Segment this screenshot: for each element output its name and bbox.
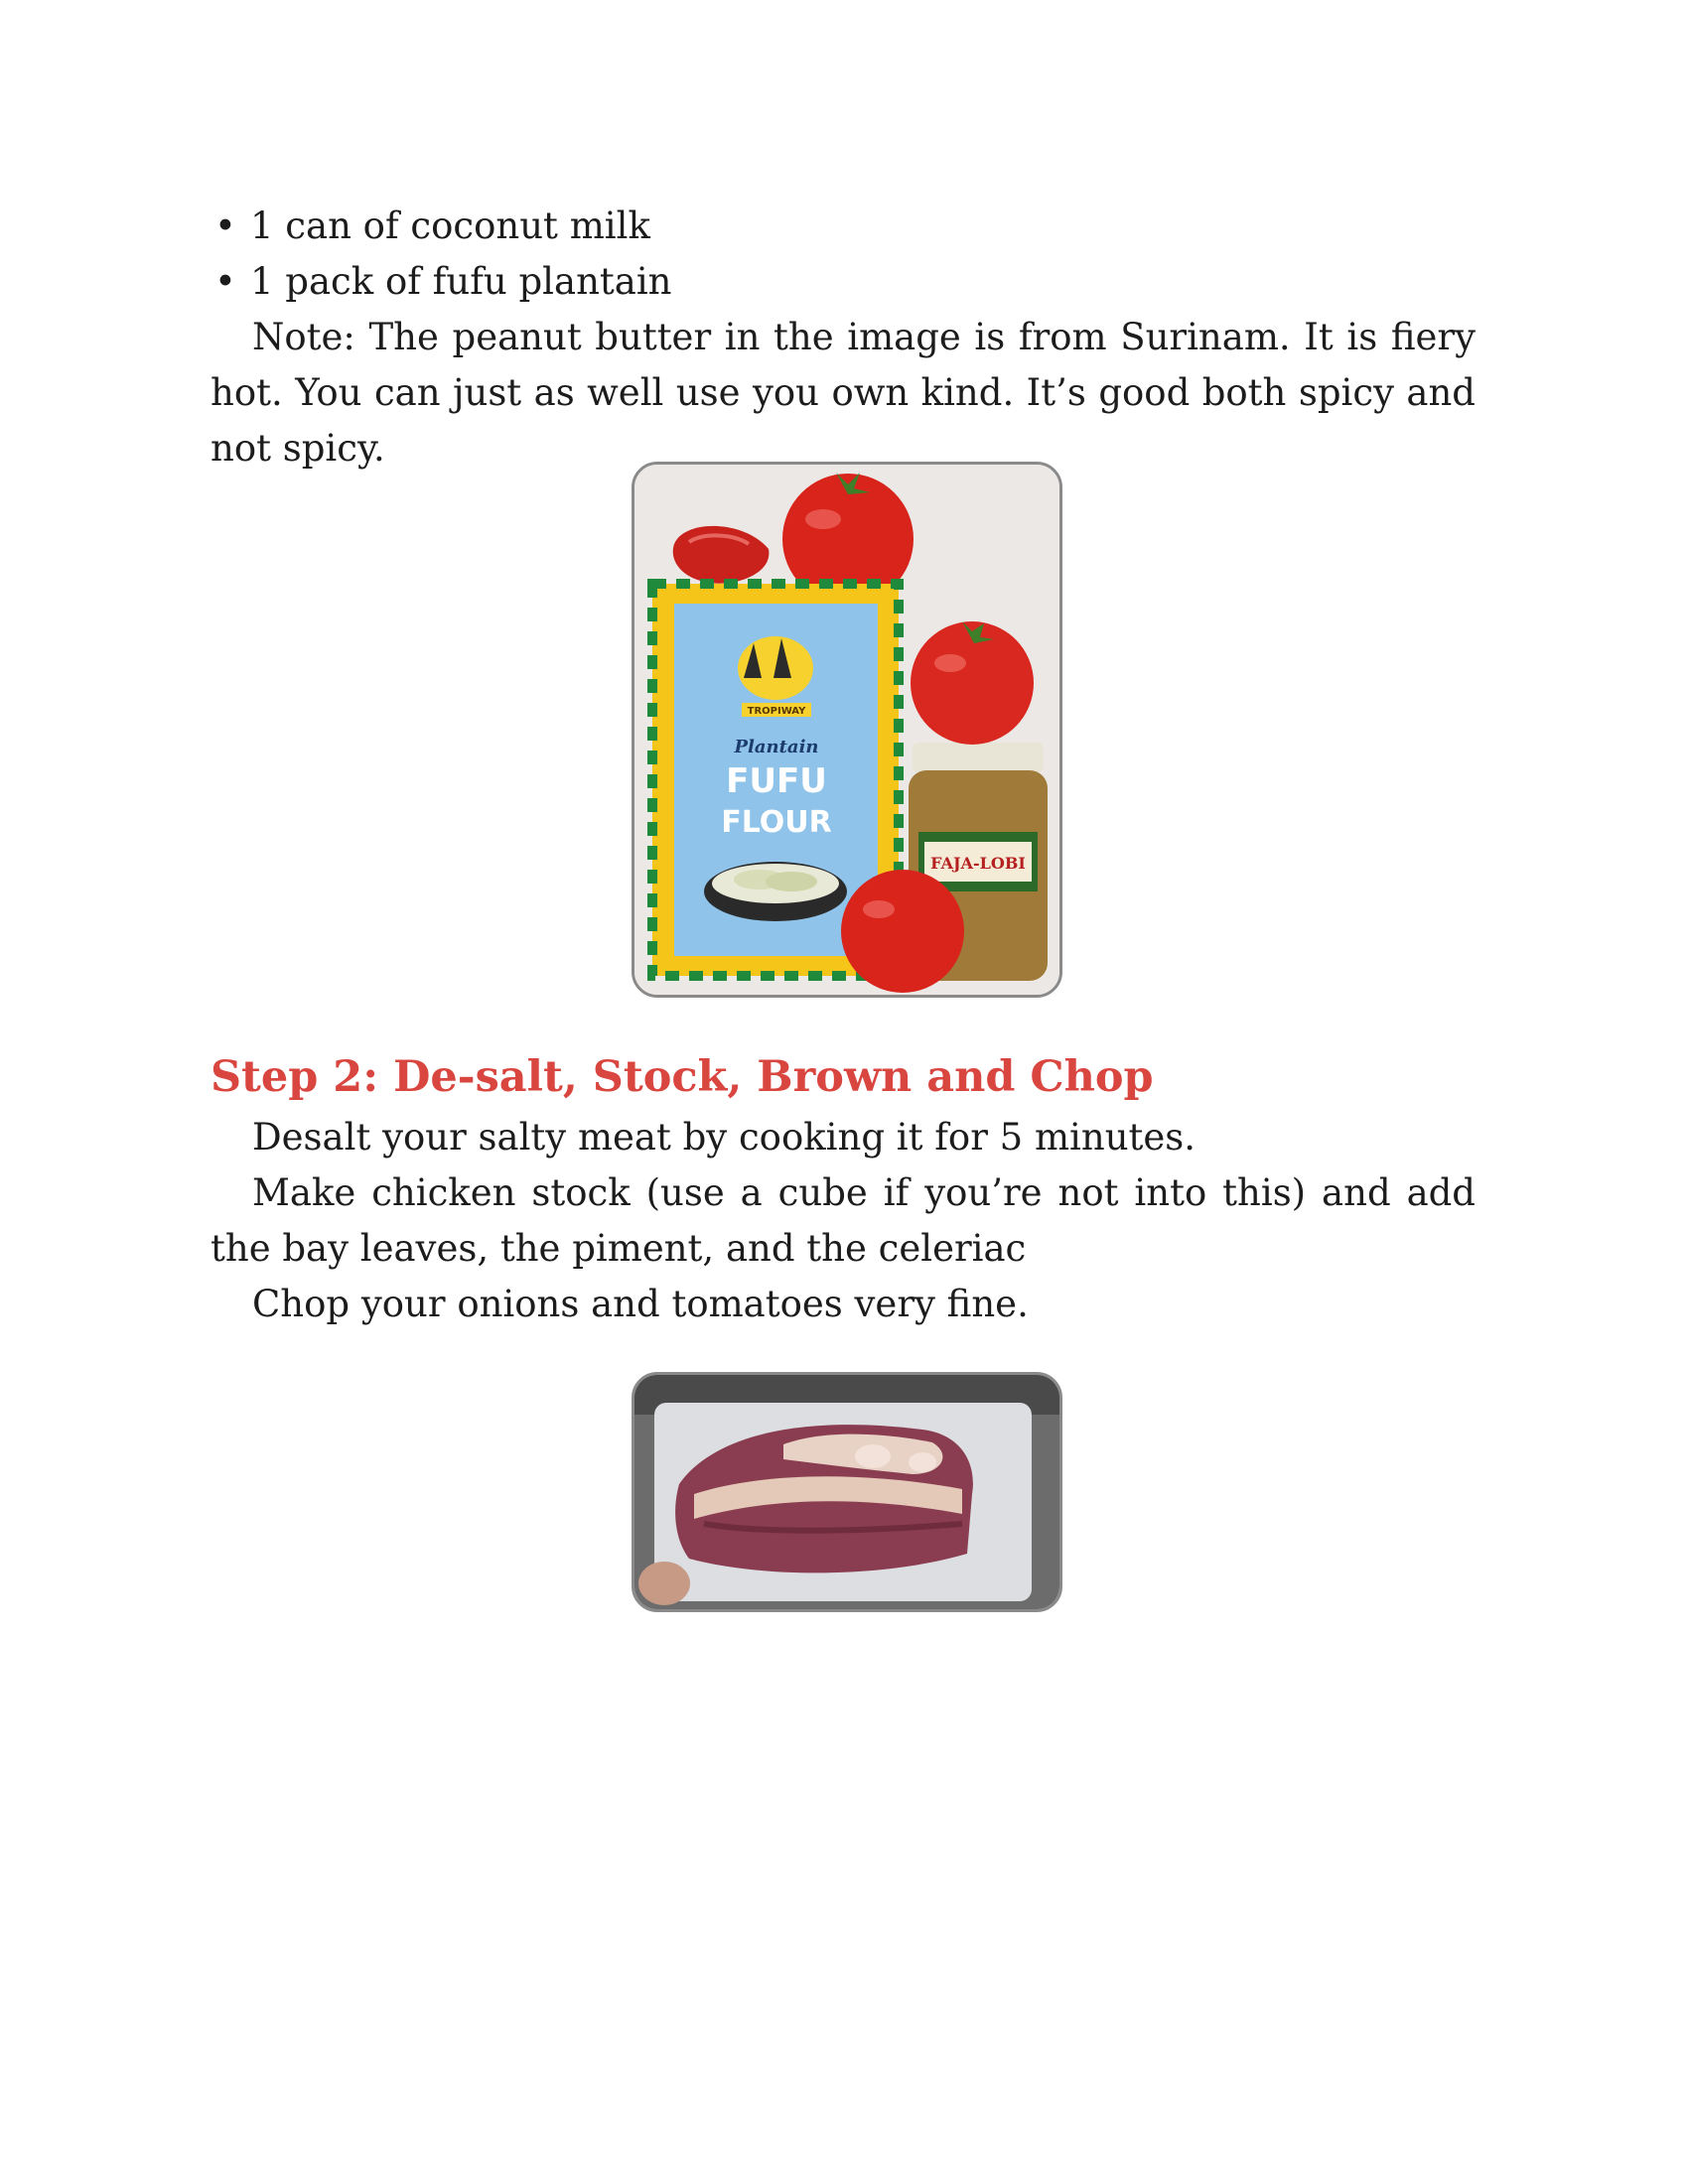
tomato xyxy=(841,870,964,993)
ingredient-text: 1 can of coconut milk xyxy=(250,205,650,247)
ingredient-list xyxy=(211,199,1481,310)
product-line1: Plantain xyxy=(734,737,819,757)
step2-paragraph: Make chicken stock (use a cube if you’re not into this) and add the bay leaves, the piment, and the celeriac xyxy=(211,1171,1476,1270)
list-item: • 1 can of coconut milk xyxy=(214,205,650,247)
list-item: • 1 pack of fufu plantain xyxy=(214,260,672,303)
salted-meat-illustration xyxy=(634,1375,1059,1609)
note-paragraph: Note: The peanut butter in the image is from Surinam. It is fiery hot. You can just as well use you own kind. It’s good both spicy and not spicy. xyxy=(211,316,1476,470)
product-line3: FLOUR xyxy=(721,805,832,840)
jar-label: FAJA-LOBI xyxy=(930,854,1026,873)
ingredients-illustration xyxy=(634,465,1059,995)
brand-label: TROPIWAY xyxy=(747,706,806,717)
step2-heading: Step 2: De-salt, Stock, Brown and Chop xyxy=(211,1052,1154,1102)
step2-paragraph: Desalt your salty meat by cooking it for 5 minutes. xyxy=(252,1116,1196,1159)
ingredients-photo xyxy=(632,462,1062,998)
ingredient-text: 1 pack of fufu plantain xyxy=(250,260,672,303)
tomato xyxy=(911,621,1034,745)
step2-paragraph: Chop your onions and tomatoes very fine. xyxy=(252,1283,1029,1325)
product-line2: FUFU xyxy=(726,761,827,801)
salted-meat-photo xyxy=(632,1372,1062,1612)
